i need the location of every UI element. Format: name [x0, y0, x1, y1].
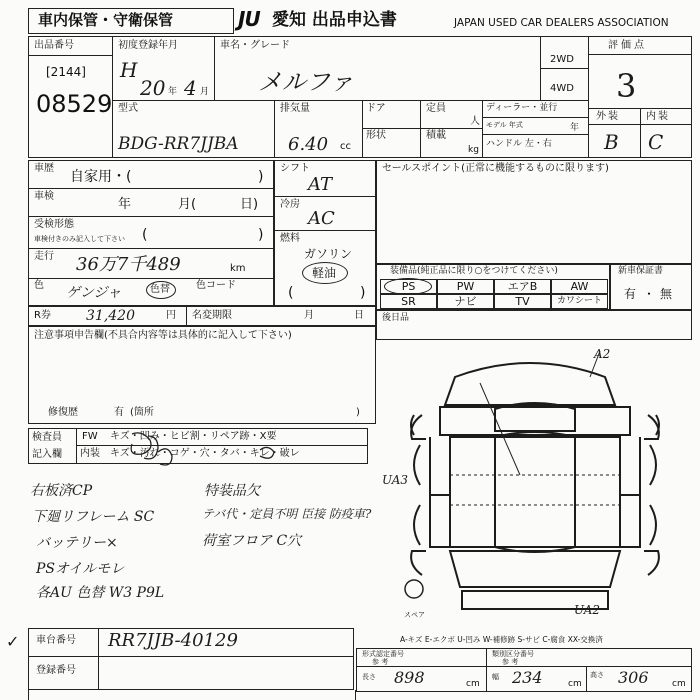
ac-value: AC: [308, 208, 335, 229]
displacement-label: 排気量: [280, 103, 310, 114]
inspector-label-1: 検査員: [32, 432, 62, 443]
score-value: 3: [616, 67, 637, 105]
ps-circle: [384, 278, 432, 295]
interior-label: 内装: [646, 111, 670, 122]
check-mark: ✓: [6, 632, 20, 651]
dim-height-value: 306: [618, 668, 649, 687]
mileage-unit: km: [230, 263, 246, 274]
ju-logo: JU: [238, 7, 260, 31]
handwritten-note: 下廻リフレーム SC: [32, 509, 155, 525]
mark-ua3: UA3: [382, 473, 409, 487]
repair-location: (箇所: [130, 407, 154, 418]
form-type-note: 車検付きのみ記入して下さい: [34, 235, 125, 243]
dim-width-label: 幅: [492, 673, 499, 681]
damage-legend: A-キズ E-エクボ U-凹み W-補修跡 S-サビ C-腐食 XX-交換済: [400, 635, 603, 644]
dim-left-sub: 参 考: [372, 658, 389, 666]
registration-month: 4: [184, 76, 197, 100]
inspection-year: 年: [118, 197, 132, 212]
inspection-month: 月(: [178, 197, 197, 212]
color-code-label: 色コード: [196, 280, 236, 291]
inspection-day: 日): [240, 197, 259, 212]
inspector-row2-head: 内装: [80, 448, 100, 459]
sales-point-label: セールスポイント(正常に機能するものに限ります): [382, 163, 609, 174]
name-change-month: 月: [304, 310, 314, 321]
handwritten-note: PSオイルモレ: [36, 561, 125, 577]
drive-2wd: 2WD: [550, 54, 574, 65]
fuel-label: 燃料: [280, 233, 300, 244]
displacement-value: 6.40: [288, 134, 329, 155]
dim-length-unit: cm: [466, 679, 480, 689]
equipment-item: PW: [437, 279, 494, 294]
color-label: 色: [34, 280, 44, 291]
notes-label: 注意事項申告欄(不具合内容等は具体的に記入して下さい): [34, 330, 292, 341]
dim-width-unit: cm: [568, 679, 582, 689]
equipment-item: ナビ: [437, 294, 494, 309]
form-type-open: (: [142, 227, 148, 243]
form-label: 形状: [366, 130, 386, 141]
equipment-item: TV: [494, 294, 551, 309]
warranty-sep: ・: [643, 287, 656, 301]
dim-length-value: 898: [394, 668, 425, 687]
type-value: BDG-RR7JJBA: [118, 134, 239, 154]
equipment-item: PS: [380, 279, 437, 294]
inspector-row1-items: キズ・凹み・ヒビ割・リペア跡・X要: [110, 431, 277, 442]
displacement-unit: cc: [340, 141, 351, 152]
score-label: 評価点: [608, 40, 647, 51]
shift-label: シフト: [280, 163, 310, 174]
handwritten-note: バッテリー×: [36, 535, 118, 551]
handwritten-note: 荷室フロア C穴: [202, 533, 302, 549]
ac-label: 冷房: [280, 199, 300, 210]
equipment-label: 装備品(純正品に限り○をつけてください): [390, 266, 558, 276]
name-change-label: 名変期限: [192, 310, 232, 321]
warranty-no: 無: [660, 287, 673, 301]
color-repaint: 色替: [150, 284, 170, 295]
dim-width-value: 234: [512, 668, 543, 687]
fuel-gasoline: ガソリン: [304, 247, 353, 261]
repair-label: 修復歴: [48, 407, 78, 418]
registration-label: 初度登録年月: [118, 40, 178, 51]
handwritten-note: 各AU 色替 W3 P9L: [36, 585, 165, 601]
capacity-unit: 人: [470, 116, 480, 127]
org-subtitle: JAPAN USED CAR DEALERS ASSOCIATION: [454, 17, 669, 29]
recycle-value: 31,420: [86, 308, 135, 324]
load-label: 積載: [426, 130, 446, 141]
history-value: 自家用・(: [70, 169, 132, 185]
handwritten-note: テバ代・定員不明 臣接 防疫車?: [202, 507, 372, 521]
lot-sub-number: [2144]: [46, 65, 86, 79]
form-type-label: 受検形態: [34, 219, 74, 230]
color-value: ゲンジャ: [66, 285, 122, 301]
storage-label: 車内保管・守衛保管: [38, 11, 174, 29]
shift-value: AT: [308, 174, 333, 195]
exterior-label: 外装: [596, 111, 620, 122]
model-year-unit: 年: [570, 123, 580, 133]
equipment-item: AW: [551, 279, 608, 294]
fuel-diesel: 軽油: [312, 266, 337, 280]
dealer-label: ディーラー・並行: [486, 103, 558, 113]
spare-label: スペア: [404, 611, 425, 619]
mark-ua2: UA2: [574, 603, 601, 617]
mark-a2: A2: [594, 347, 611, 361]
model-name: メルファ: [258, 68, 354, 96]
car-diagram: [400, 345, 670, 625]
inspection-label: 車検: [34, 191, 54, 202]
auction-sheet: 車内保管・守衛保管 JU 愛知 出品申込書 JAPAN USED CAR DEALERS ASSOCIATION 出品番号 [2144] 08529 初度登録年月 H 20 年 4 月 車名・グレード メルファ 2WD 4WD 評価点 3 型式 BDG-RR7JJBA 排気量 6.40 cc ドア 定員 人 形状 積載 kg ディーラー・並行 モデル 年式 年 ハンドル 左・右 外装 内装 B C 車歴 自家用・( ) 車検 年 月( 日) 受検形態 車検付きのみ記入して下さい ( ) 走行 36万7千489 km 色 ゲンジャ 色替 色コード シフト AT 冷房 AC 燃料 ガソリン 軽油 ( ) セールスポイント(正常に機能するものに限ります) 装備品(純正品に限り○をつけてください) PS PW エアB AW SR ナビ TV カワシート 新車保証書 有 ・ 無 R券 31,420 円 名変期限 月 日 後日品 注意事項申告欄(不具合内容等は具体的に記入して下さい) 修復歴 有 (箇所 ) 検査員 記入欄 FW キズ・凹み・ヒビ割・リペア跡・X要 内装 キズ・汚れ・コゲ・穴・タバ・キレ・破レ 右板済CP 下廻リフレーム SC バッテリー× PSオイルモレ 各AU 色替 W3 P9L 特装品欠 テバ代・定員不明 臣接 防疫車? 荷室フロア C穴 A2 UA3 UA2 スペア A-キズ E-エクボ U-凹み W-補修跡 S-サビ C-腐食 XX-交換済 ✓ 車台番号 RR7JJB-40129 登録番号 形式認定番号 参 考 類別区分番号 参 考 長さ 898 cm 幅 234 cm 高さ 306 cm: [0, 0, 700, 700]
type-label: 型式: [118, 103, 138, 114]
history-close: ): [258, 169, 264, 185]
equipment-item: SR: [380, 294, 437, 309]
equipment-item: カワシート: [551, 294, 608, 309]
load-unit: kg: [468, 145, 479, 155]
inspector-scribbles: [110, 428, 310, 468]
handwritten-note: 特装品欠: [204, 483, 260, 499]
reg-number-label: 登録番号: [36, 665, 76, 676]
name-change-day: 日: [354, 310, 364, 321]
drive-4wd: 4WD: [550, 83, 574, 94]
dim-length-label: 長さ: [362, 673, 376, 681]
lot-number-label: 出品番号: [34, 40, 74, 51]
dim-left-label: 形式認定番号: [362, 650, 404, 658]
model-label: 車名・グレード: [220, 40, 290, 51]
doors-label: ドア: [366, 103, 386, 114]
exterior-value: B: [604, 130, 619, 154]
dim-height-label: 高さ: [590, 671, 604, 679]
recycle-label: R券: [34, 310, 51, 321]
warranty-yes: 有: [624, 287, 637, 301]
sales-point-box: [376, 160, 692, 264]
recycle-unit: 円: [166, 310, 176, 321]
repair-close: ): [356, 407, 360, 418]
capacity-label: 定員: [426, 103, 446, 114]
dim-right-sub: 参 考: [502, 658, 519, 666]
later-box: [376, 310, 692, 340]
dim-height-unit: cm: [672, 679, 686, 689]
registration-month-unit: 月: [200, 87, 210, 97]
later-label: 後日品: [382, 313, 410, 323]
lot-number: 08529: [36, 90, 113, 118]
warranty-label: 新車保証書: [618, 266, 664, 276]
history-label: 車歴: [34, 163, 54, 174]
handwritten-note: 右板済CP: [30, 483, 93, 499]
equipment-item: エアB: [494, 279, 551, 294]
chassis-label: 車台番号: [36, 635, 76, 646]
dim-right-label: 類別区分番号: [492, 650, 534, 658]
chassis-value: RR7JJB-40129: [108, 630, 238, 651]
repair-has: 有: [114, 407, 124, 418]
registration-year-unit: 年: [168, 87, 178, 97]
form-type-close: ): [258, 227, 264, 243]
handle-label: ハンドル 左・右: [486, 139, 552, 149]
registration-era: H: [120, 58, 138, 82]
registration-year: 20: [140, 76, 166, 100]
inspector-row1-head: FW: [82, 431, 98, 442]
model-year-label: モデル 年式: [486, 121, 523, 129]
org-title: 愛知 出品申込書: [272, 10, 397, 30]
mileage-label: 走行: [34, 251, 54, 262]
mileage-value: 36万7千489: [76, 254, 181, 275]
interior-value: C: [648, 130, 664, 154]
inspector-row2-items: キズ・汚れ・コゲ・穴・タバ・キレ・破レ: [110, 448, 300, 459]
inspector-label-2: 記入欄: [32, 449, 62, 460]
